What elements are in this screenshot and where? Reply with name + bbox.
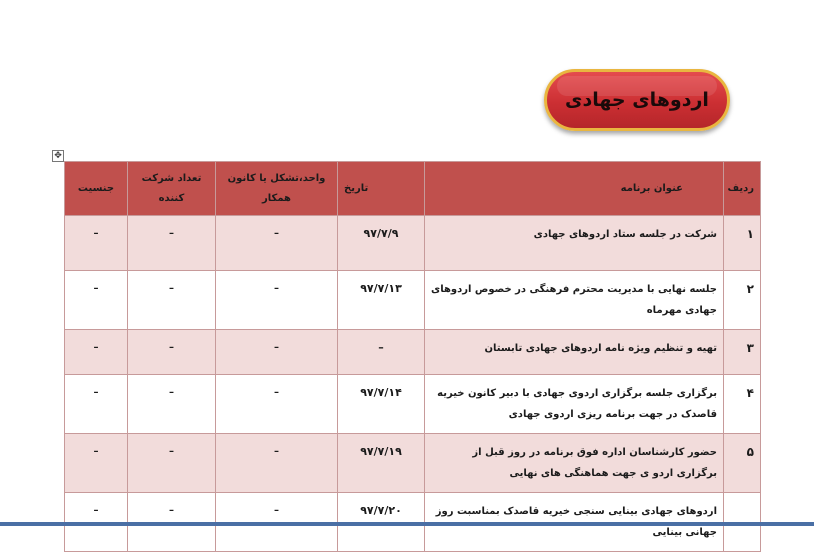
header-idx: ردیف — [724, 162, 761, 216]
row-title: تهیه و تنظیم ویژه نامه اردوهای جهادی تابستان — [425, 330, 724, 375]
row-idx: ۳ — [724, 330, 761, 375]
table-move-handle-icon[interactable]: ✥ — [52, 150, 64, 162]
header-gender: جنسیت — [65, 162, 128, 216]
row-count: – — [128, 375, 216, 434]
row-unit: – — [216, 493, 338, 552]
row-unit: – — [216, 216, 338, 271]
table-row — [65, 434, 761, 493]
row-idx: ۱ — [724, 216, 761, 271]
header-unit: واحد،تشکل یا کانون همکار — [216, 162, 338, 216]
row-gender: – — [65, 330, 128, 375]
row-count: – — [128, 330, 216, 375]
row-unit: – — [216, 375, 338, 434]
row-unit: – — [216, 330, 338, 375]
row-date: – — [338, 330, 425, 375]
row-gender: – — [65, 271, 128, 330]
row-title: برگزاری جلسه برگزاری اردوی جهادی با دبیر کانون خیریه قاصدک در جهت برنامه ریزی اردوی جهادی — [425, 375, 724, 434]
row-count: – — [128, 493, 216, 552]
row-title: جلسه نهایی با مدیریت محترم فرهنگی در خصوص اردوهای جهادی مهرماه — [425, 271, 724, 330]
row-count: – — [128, 216, 216, 271]
row-date: ۹۷/۷/۹ — [338, 216, 425, 271]
row-idx: ۴ — [724, 375, 761, 434]
window-bottom-border — [0, 522, 814, 526]
row-gender: – — [65, 434, 128, 493]
header-date: تاریخ — [338, 162, 425, 216]
row-gender: – — [65, 375, 128, 434]
programs-table — [64, 161, 761, 552]
table-header-row — [65, 162, 761, 216]
page-title: اردوهای جهادی — [565, 89, 709, 111]
row-title: حضور کارشناسان اداره فوق برنامه در روز قبل از برگزاری اردو ی جهت هماهنگی های نهایی — [425, 434, 724, 493]
page-title-banner — [544, 69, 730, 131]
table-row — [65, 330, 761, 375]
row-count: – — [128, 271, 216, 330]
row-date: ۹۷/۷/۲۰ — [338, 493, 425, 552]
table-row — [65, 375, 761, 434]
row-gender: – — [65, 493, 128, 552]
row-title: شرکت در جلسه ستاد اردوهای جهادی — [425, 216, 724, 271]
table-row — [65, 271, 761, 330]
row-idx: ۵ — [724, 434, 761, 493]
header-title: عنوان برنامه — [425, 162, 724, 216]
row-idx: ۲ — [724, 271, 761, 330]
row-unit: – — [216, 271, 338, 330]
row-unit: – — [216, 434, 338, 493]
row-title: اردوهای جهادی بینایی سنجی خیریه قاصدک بمناسبت روز جهانی بینایی — [425, 493, 724, 552]
row-gender: – — [65, 216, 128, 271]
row-count: – — [128, 434, 216, 493]
header-count: تعداد شرکت کننده — [128, 162, 216, 216]
row-date: ۹۷/۷/۱۳ — [338, 271, 425, 330]
row-date: ۹۷/۷/۱۴ — [338, 375, 425, 434]
row-date: ۹۷/۷/۱۹ — [338, 434, 425, 493]
table-row — [65, 216, 761, 271]
